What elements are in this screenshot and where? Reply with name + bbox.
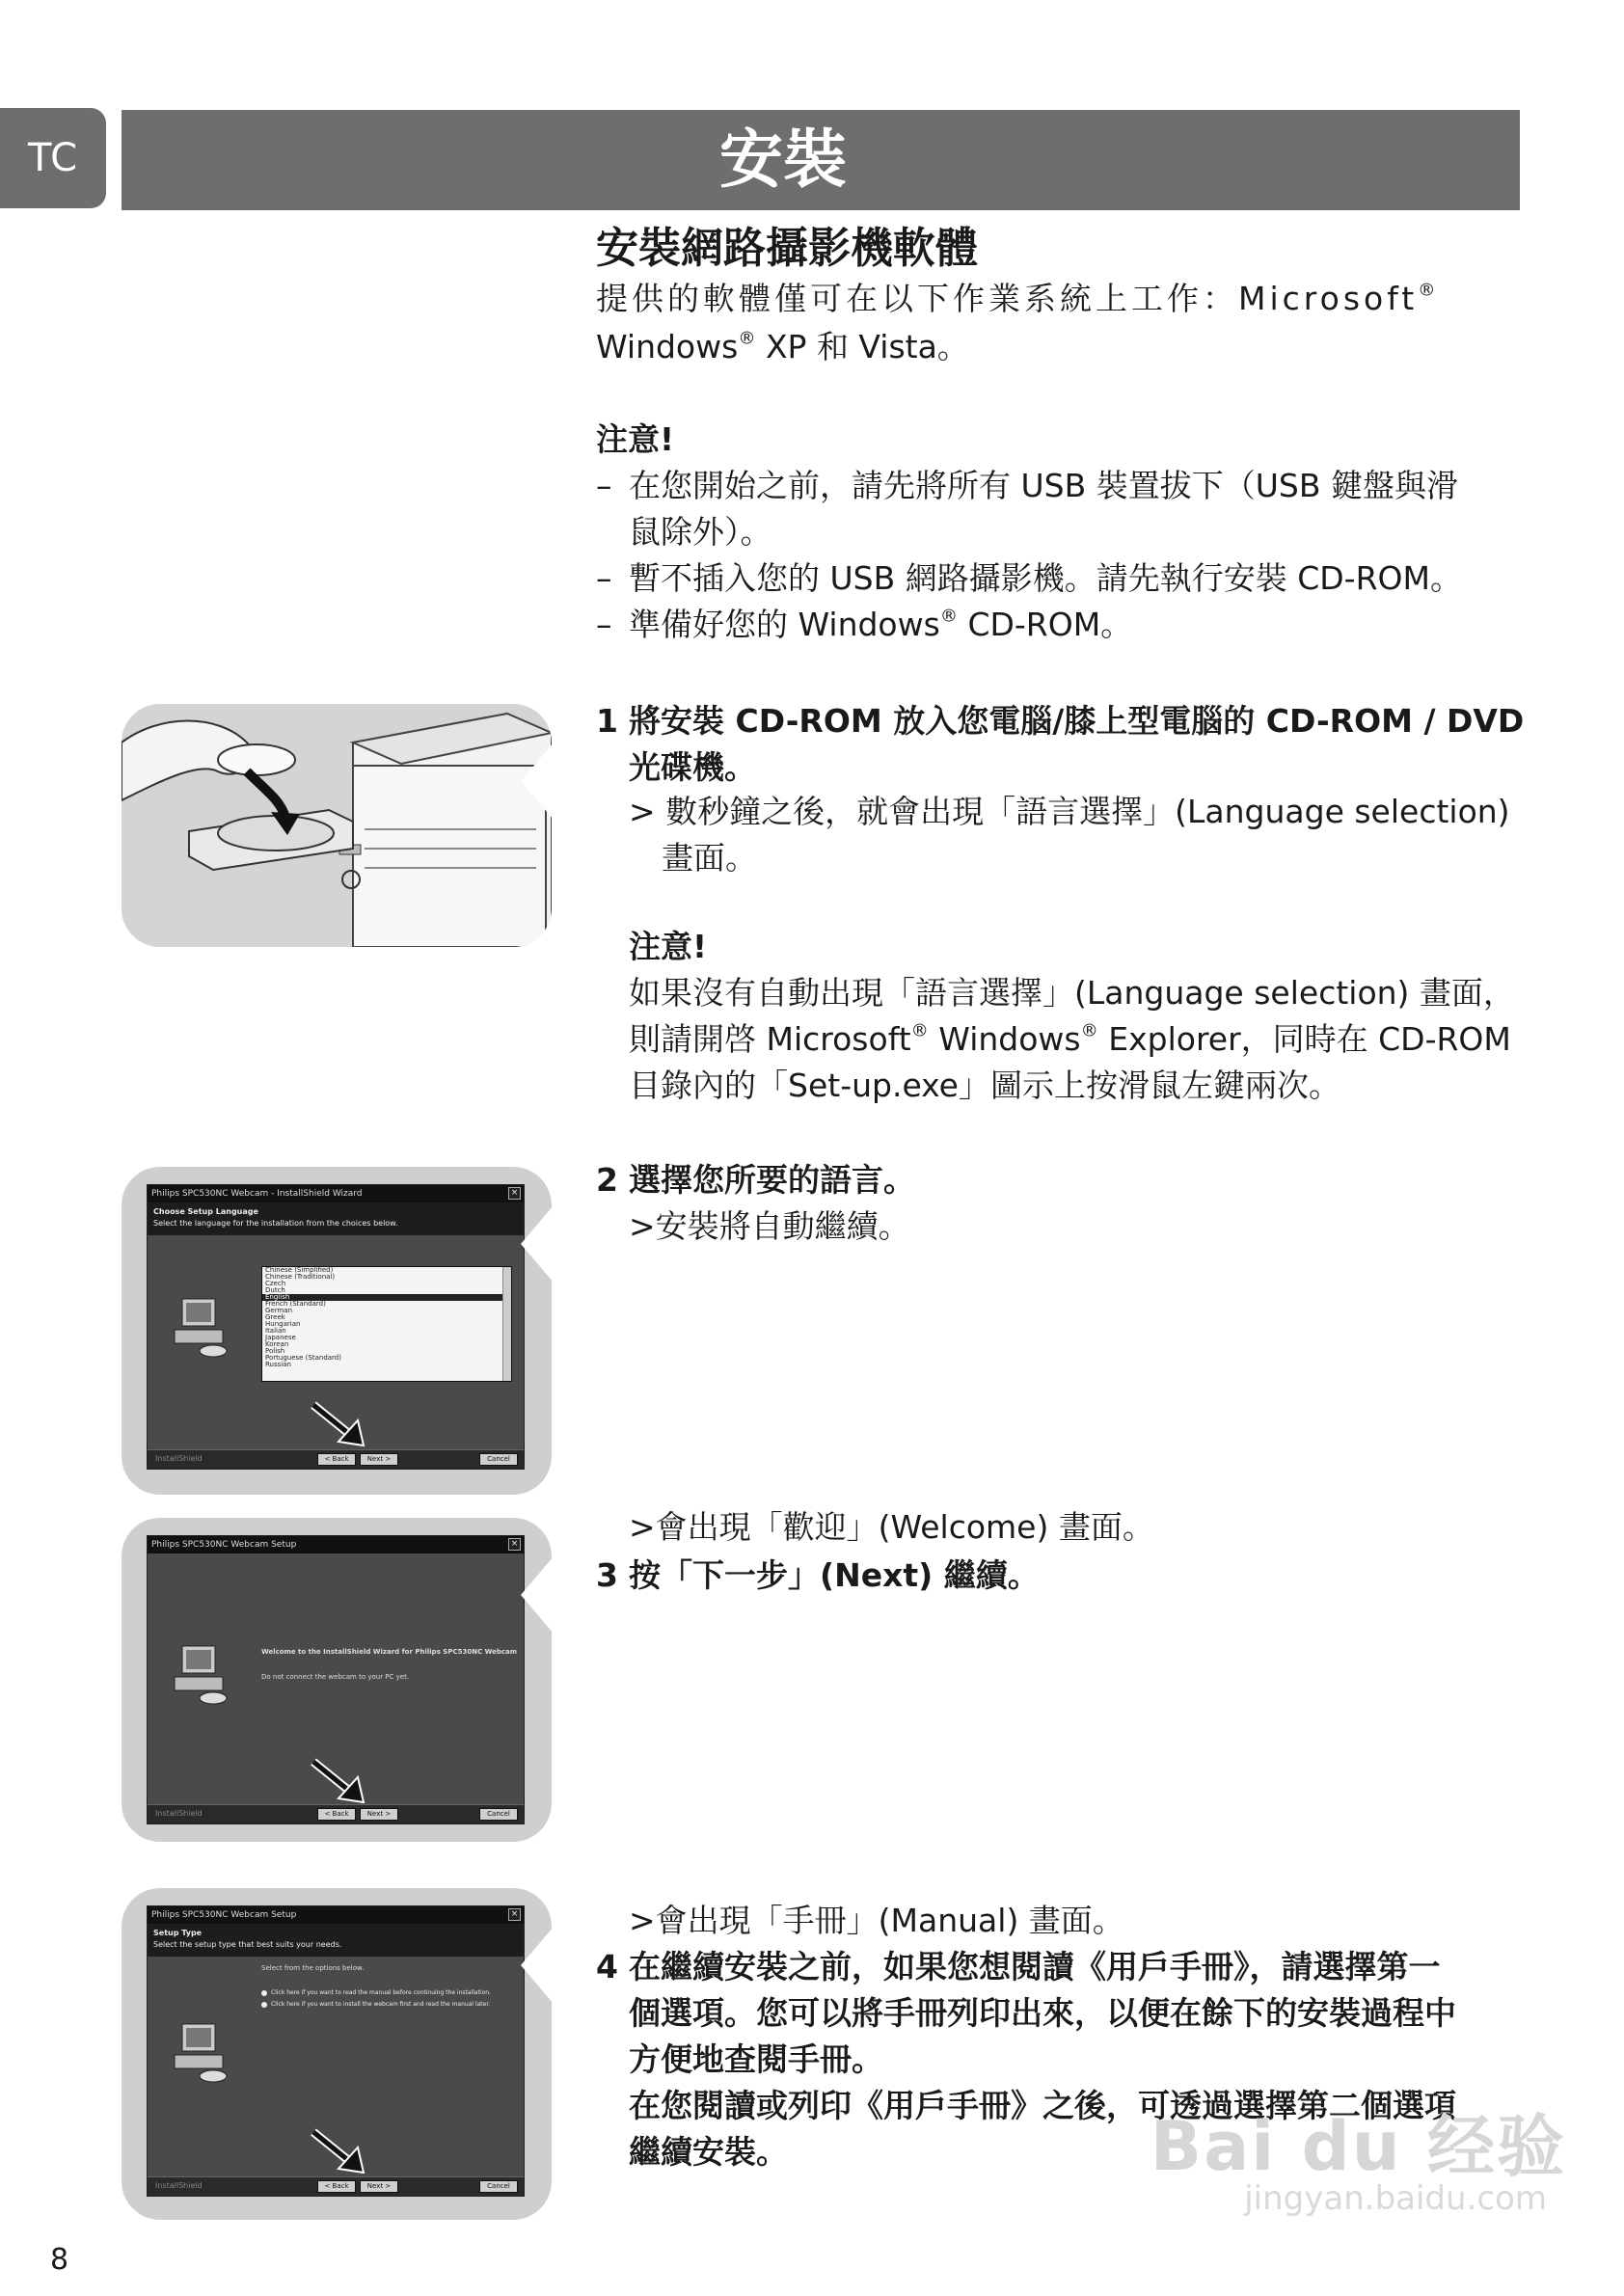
window-body <box>148 1553 524 1804</box>
next-button[interactable]: Next > <box>360 1808 398 1821</box>
welcome-subtext: Do not connect the webcam to your PC yet. <box>261 1673 410 1681</box>
note-item-3: 準備好您的 Windows® CD-ROM。 <box>629 606 1133 643</box>
listbox-scrollbar[interactable] <box>502 1267 511 1381</box>
window-footer <box>148 1449 524 1469</box>
options-prompt: Select from the options below. <box>261 1964 365 1972</box>
next-button[interactable]: Next > <box>360 1453 398 1466</box>
intro-line-1: 提供的軟體僅可在以下作業系統上工作：Microsoft® <box>596 280 1440 317</box>
option-install-first[interactable]: Click here if you want to install the webcam first and read the manual later. <box>261 2001 490 2008</box>
cancel-button[interactable]: Cancel <box>479 1808 518 1821</box>
dialog-subheading: Select the language for the installation from the choices below. <box>153 1219 398 1228</box>
radio-icon[interactable] <box>261 1990 267 1996</box>
baidu-watermark: Bai du 经验 <box>1150 2107 1566 2186</box>
bullet-dash: – <box>596 559 612 597</box>
cancel-button[interactable]: Cancel <box>479 1453 518 1466</box>
step-number-3: 3 <box>596 1556 618 1594</box>
bullet-dash: – <box>596 467 612 504</box>
window-title: Philips SPC530NC Webcam Setup <box>148 1536 524 1553</box>
list-item[interactable]: Chinese (Traditional) <box>265 1273 336 1281</box>
step1-note-line2: 則請開啓 Microsoft® Windows® Explorer，同時在 CD-ROM <box>629 1020 1511 1058</box>
back-button[interactable]: < Back <box>317 1808 356 1821</box>
option-read-manual[interactable]: Click here if you want to read the manual before continuing the installation. <box>261 1989 491 1996</box>
step4-line2: 個選項。您可以將手冊列印出來，以便在餘下的安裝過程中 <box>629 1994 1456 2032</box>
computer-cd-drive-illustration <box>122 704 552 947</box>
pointer-arrow-icon <box>310 2128 367 2176</box>
baidu-watermark-url: jingyan.baidu.com <box>1244 2179 1547 2218</box>
list-item[interactable]: French (Standard) <box>265 1300 326 1308</box>
installshield-window <box>147 1184 525 1470</box>
installshield-brand: InstallShield <box>155 1809 203 1818</box>
step1-note-line3: 目錄內的「Set-up.exe」圖示上按滑鼠左鍵兩次。 <box>629 1067 1340 1104</box>
note-item-2: 暫不插入您的 USB 網路攝影機。請先執行安裝 CD-ROM。 <box>629 559 1462 597</box>
note-item-1-cont: 鼠除外）。 <box>629 513 772 551</box>
manual-screenshot <box>122 1888 552 2220</box>
step1-result-line1: > 數秒鐘之後，就會出現「語言選擇」(Language selection) <box>629 793 1510 830</box>
list-item[interactable]: Czech <box>265 1280 286 1287</box>
step2-instruction: 選擇您所要的語言。 <box>629 1161 915 1199</box>
back-button[interactable]: < Back <box>317 1453 356 1466</box>
close-icon[interactable]: × <box>508 1908 521 1921</box>
page-number: 8 <box>50 2243 69 2277</box>
computer-icon <box>165 1293 232 1361</box>
pointer-arrow-icon <box>310 1401 367 1449</box>
dialog-heading: Choose Setup Language <box>153 1207 258 1216</box>
step1-instruction-line1: 將安裝 CD-ROM 放入您電腦/膝上型電腦的 CD-ROM / DVD <box>629 702 1525 740</box>
installshield-brand: InstallShield <box>155 2181 203 2190</box>
step4-result: >會出現「手冊」(Manual) 畫面。 <box>629 1902 1124 1939</box>
list-item[interactable]: German <box>265 1307 293 1314</box>
window-title: Philips SPC530NC Webcam Setup <box>148 1906 524 1924</box>
list-item[interactable]: Japanese <box>265 1334 296 1341</box>
list-item[interactable]: Portuguese (Standard) <box>265 1354 341 1362</box>
list-item[interactable]: Chinese (Simplified) <box>265 1266 334 1274</box>
step-number-2: 2 <box>596 1161 618 1199</box>
step4-line5: 繼續安裝。 <box>629 2133 788 2171</box>
pointer-arrow-icon <box>310 1758 367 1806</box>
list-item[interactable]: Russian <box>265 1361 291 1368</box>
step-number-1: 1 <box>596 702 618 740</box>
list-item[interactable]: Hungarian <box>265 1320 301 1328</box>
step4-line1: 在繼續安裝之前，如果您想閱讀《用戶手冊》，請選擇第一 <box>629 1948 1441 1985</box>
computer-icon <box>165 1640 232 1708</box>
dialog-subheading: Select the setup type that best suits your needs. <box>153 1940 342 1949</box>
step4-line4: 在您閱讀或列印《用戶手冊》之後，可透過選擇第二個選項 <box>629 2087 1456 2124</box>
radio-icon[interactable] <box>261 2002 267 2008</box>
step2-result: >安裝將自動繼續。 <box>629 1207 910 1245</box>
close-icon[interactable]: × <box>508 1187 521 1200</box>
step1-note-line1: 如果沒有自動出現「語言選擇」(Language selection) 畫面， <box>629 974 1515 1012</box>
step-number-4: 4 <box>596 1948 618 1985</box>
window-body <box>148 1957 524 2176</box>
window-title: Philips SPC530NC Webcam - InstallShield Wizard <box>148 1185 524 1202</box>
list-item-selected[interactable]: English <box>262 1294 511 1301</box>
step4-line3: 方便地查閱手冊。 <box>629 2040 883 2078</box>
window-header <box>148 1202 524 1235</box>
list-item[interactable]: Italian <box>265 1327 286 1335</box>
cd-insert-illustration <box>122 704 552 947</box>
welcome-screenshot <box>122 1518 552 1842</box>
cancel-button[interactable]: Cancel <box>479 2180 518 2193</box>
setup-window <box>147 1535 525 1824</box>
next-button[interactable]: Next > <box>360 2180 398 2193</box>
section-header-bar <box>122 110 1520 210</box>
dialog-heading: Setup Type <box>153 1929 203 1937</box>
installshield-brand: InstallShield <box>155 1454 203 1463</box>
list-item[interactable]: Korean <box>265 1340 289 1348</box>
step1-note-title: 注意! <box>629 928 708 965</box>
section-title: 安裝網路攝影機軟體 <box>596 224 978 273</box>
window-header <box>148 1924 524 1957</box>
note-item-1: 在您開始之前，請先將所有 USB 裝置拔下（USB 鍵盤與滑 <box>629 467 1458 504</box>
window-body <box>148 1235 524 1449</box>
welcome-heading: Welcome to the InstallShield Wizard for Philips SPC530NC Webcam <box>261 1648 518 1656</box>
step1-instruction-line2: 光碟機。 <box>629 748 756 786</box>
setup-type-window <box>147 1905 525 2197</box>
window-footer <box>148 1804 524 1823</box>
list-item[interactable]: Polish <box>265 1347 285 1355</box>
note-title: 注意! <box>596 420 675 458</box>
list-item[interactable]: Dutch <box>265 1286 285 1294</box>
page-title: 安裝 <box>719 122 847 197</box>
intro-line-2: Windows® XP 和 Vista。 <box>596 328 969 365</box>
window-footer <box>148 2176 524 2196</box>
step3-instruction: 按「下一步」(Next) 繼續。 <box>629 1556 1040 1594</box>
computer-icon <box>165 2018 232 2086</box>
language-listbox[interactable] <box>261 1266 512 1382</box>
step3-result: >會出現「歡迎」(Welcome) 畫面。 <box>629 1508 1154 1546</box>
list-item[interactable]: Greek <box>265 1313 285 1321</box>
language-selection-screenshot <box>122 1167 552 1495</box>
back-button[interactable]: < Back <box>317 2180 356 2193</box>
step1-result-line2: 畫面。 <box>662 839 757 877</box>
bullet-dash: – <box>596 606 612 643</box>
language-tab-tc: TC <box>0 108 106 208</box>
close-icon[interactable]: × <box>508 1538 521 1551</box>
